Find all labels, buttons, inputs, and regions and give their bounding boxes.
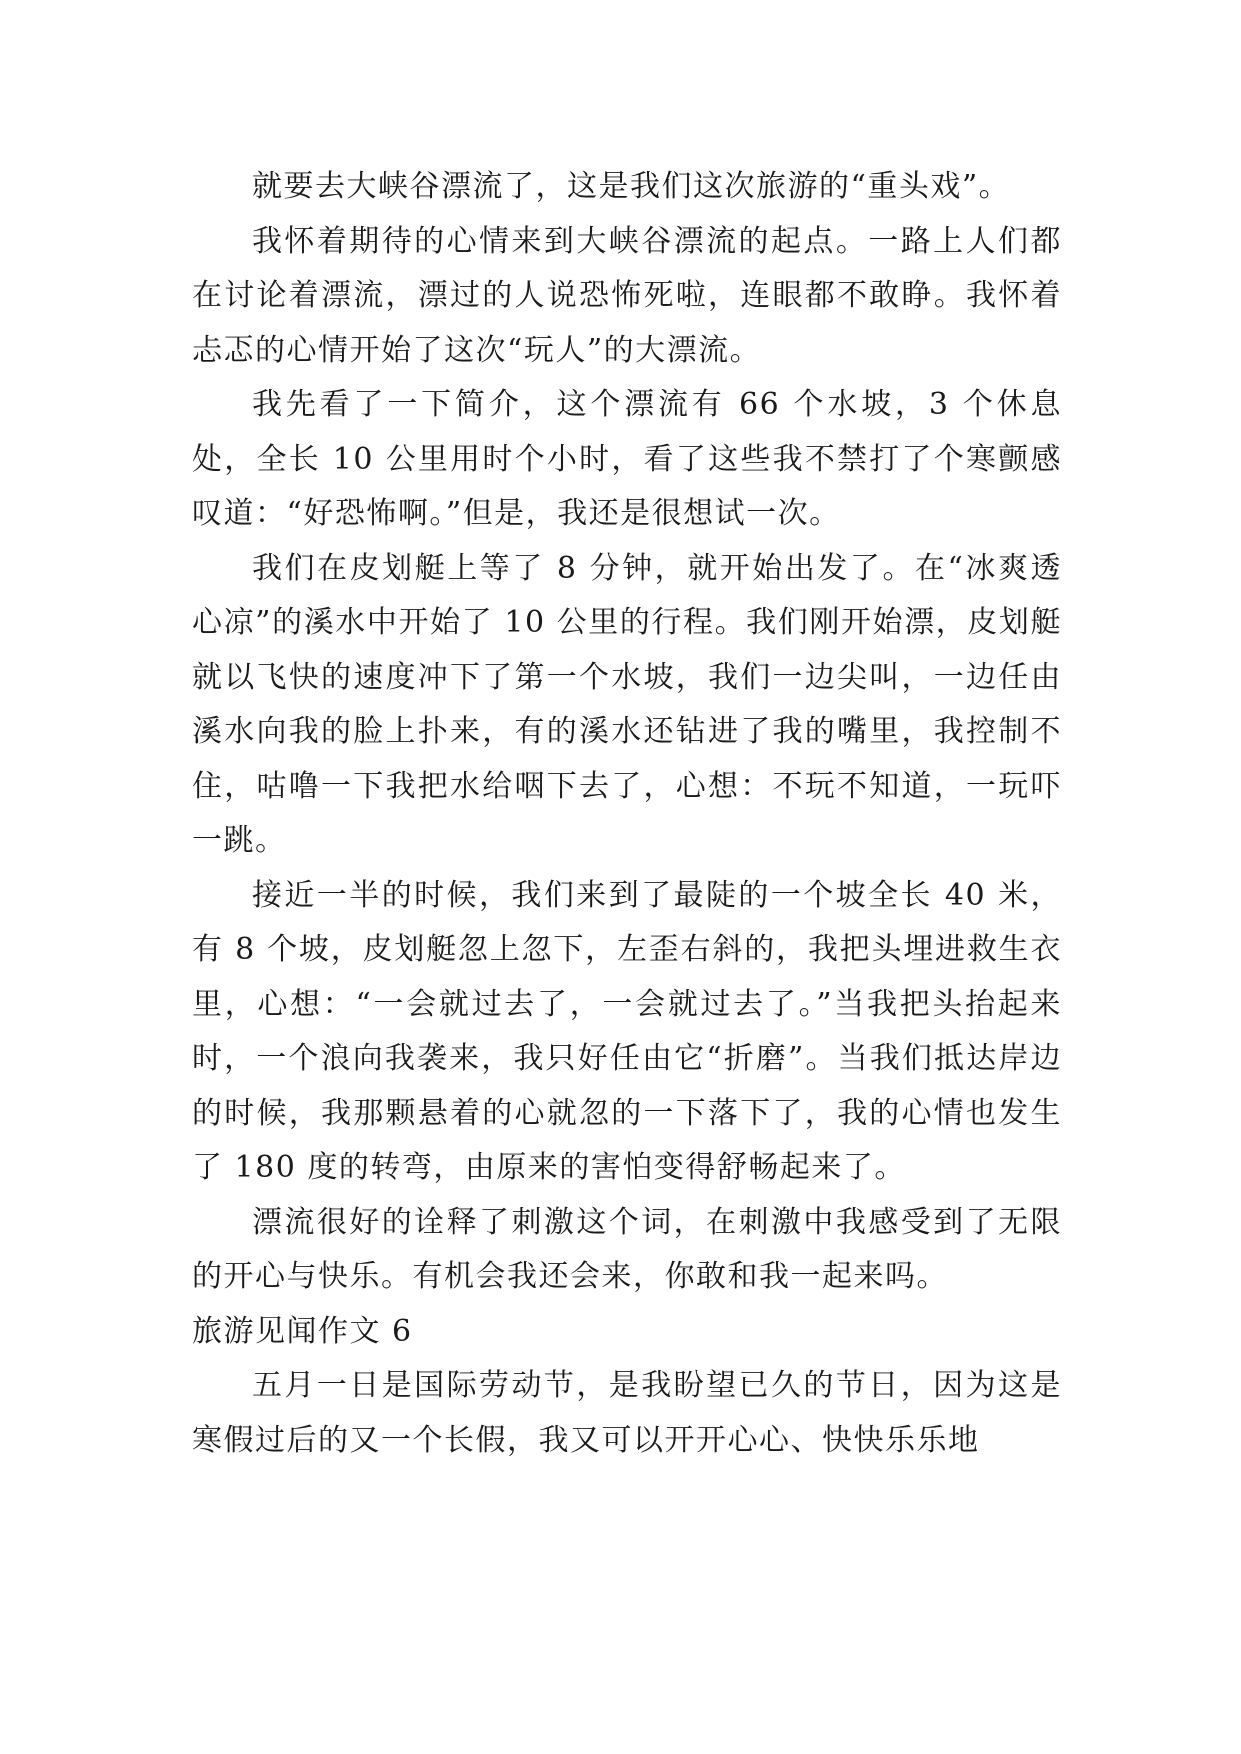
paragraph: 接近一半的时候，我们来到了最陡的一个坡全长 40 米，有 8 个坡，皮划艇忽上忽下，左歪右斜的，我把头埋进救生衣里，心想：“一会就过去了，一会就过去了。”当我把头抬起来时，一个浪向我袭来，我只好任由它“折磨”。当我们抵达岸边的时候，我那颗悬着的心就忽的一下落下了，我的心情也发生了 180 度的转弯，由原来的害怕变得舒畅起来了。 (192, 877, 1062, 1185)
paragraph: 我先看了一下简介，这个漂流有 66 个水坡，3 个休息处，全长 10 公里用时个小时，看了这些我不禁打了个寒颤感叹道：“好恐怖啊。”但是，我还是很想试一次。 (192, 387, 1062, 531)
paragraph: 就要去大峡谷漂流了，这是我们这次旅游的“重头戏”。 (252, 169, 1011, 204)
document-body (192, 160, 1062, 1468)
paragraph: 我怀着期待的心情来到大峡谷漂流的起点。一路上人们都在讨论着漂流，漂过的人说恐怖死啦，连眼都不敢睁。我怀着忐忑的心情开始了这次“玩人”的大漂流。 (192, 223, 1062, 368)
paragraph: 我们在皮划艇上等了 8 分钟，就开始出发了。在“冰爽透心凉”的溪水中开始了 10 公里的行程。我们刚开始漂，皮划艇就以飞快的速度冲下了第一个水坡，我们一边尖叫，一边任由溪水向我的脸上扑来，有的溪水还钻进了我的嘴里，我控制不住，咕噜一下我把水给咽下去了，心想：不玩不知道，一玩吓一跳。 (192, 550, 1062, 858)
paragraph: 五月一日是国际劳动节，是我盼望已久的节日，因为这是寒假过后的又一个长假，我又可以开开心心、快快乐乐地 (192, 1368, 1062, 1458)
section-heading: 旅游见闻作文 6 (192, 1313, 413, 1349)
paragraph: 漂流很好的诠释了刺激这个词，在刺激中我感受到了无限的开心与快乐。有机会我还会来，你敢和我一起来吗。 (192, 1204, 1062, 1294)
